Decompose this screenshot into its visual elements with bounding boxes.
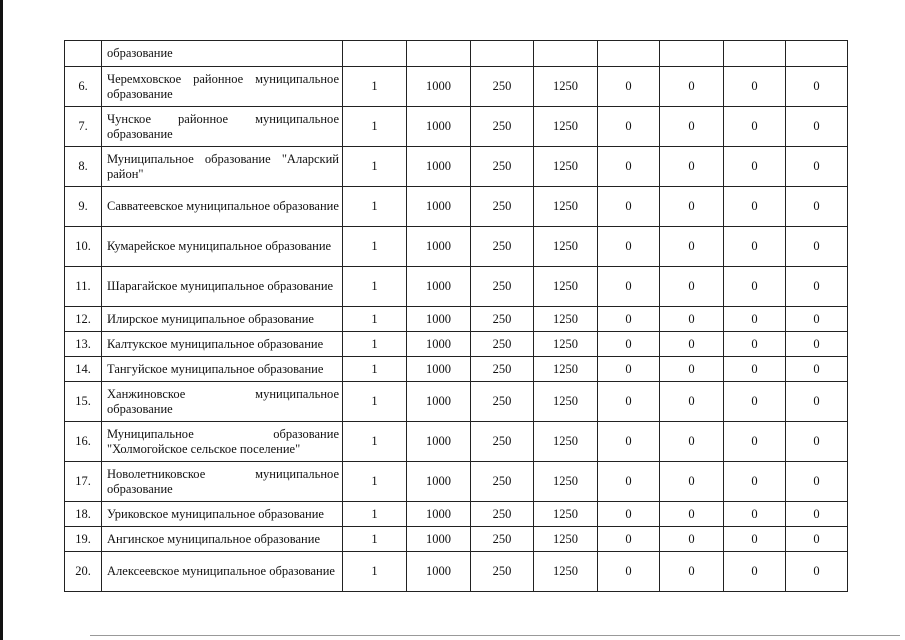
cell-value: 1000 <box>407 307 471 332</box>
cell-value: 0 <box>724 227 786 267</box>
cell-value: 250 <box>471 107 534 147</box>
cell-value: 1000 <box>407 187 471 227</box>
cell-value: 1250 <box>534 462 598 502</box>
cell-value: 0 <box>598 227 660 267</box>
cell-value: 1000 <box>407 527 471 552</box>
cell-num: 19. <box>65 527 102 552</box>
cell-value: 0 <box>724 422 786 462</box>
cell-value: 1250 <box>534 422 598 462</box>
cell-value: 0 <box>786 382 848 422</box>
cell-value: 250 <box>471 527 534 552</box>
cell-value: 0 <box>724 67 786 107</box>
cell-value <box>786 41 848 67</box>
cell-value: 1250 <box>534 307 598 332</box>
table-row <box>65 147 848 187</box>
cell-num: 13. <box>65 332 102 357</box>
cell-value: 0 <box>786 67 848 107</box>
cell-value: 250 <box>471 307 534 332</box>
cell-value: 1 <box>343 227 407 267</box>
cell-value: 250 <box>471 422 534 462</box>
cell-num: 20. <box>65 552 102 592</box>
cell-value: 1000 <box>407 552 471 592</box>
cell-name: Чунское районное муниципальное образование <box>102 107 343 147</box>
cell-value: 0 <box>786 357 848 382</box>
cell-name: Муниципальное образование "Аларский район" <box>102 147 343 187</box>
cell-value: 1250 <box>534 267 598 307</box>
cell-value: 1250 <box>534 147 598 187</box>
table-row <box>65 187 848 227</box>
cell-num: 14. <box>65 357 102 382</box>
cell-value: 0 <box>598 382 660 422</box>
cell-value: 0 <box>786 107 848 147</box>
cell-value: 0 <box>660 527 724 552</box>
cell-value: 0 <box>660 187 724 227</box>
cell-value: 0 <box>660 552 724 592</box>
cell-num: 8. <box>65 147 102 187</box>
cell-value: 0 <box>786 332 848 357</box>
cell-value: 250 <box>471 382 534 422</box>
cell-value: 1 <box>343 307 407 332</box>
cell-value: 0 <box>724 187 786 227</box>
cell-value: 1250 <box>534 332 598 357</box>
cell-value: 1250 <box>534 227 598 267</box>
cell-value: 1 <box>343 422 407 462</box>
cell-value: 1000 <box>407 502 471 527</box>
cell-name: Ханжиновское муниципальное образование <box>102 382 343 422</box>
cell-value: 1250 <box>534 382 598 422</box>
cell-value: 0 <box>786 187 848 227</box>
cell-value: 0 <box>598 357 660 382</box>
table-row <box>65 382 848 422</box>
cell-value: 1250 <box>534 357 598 382</box>
cell-name: Шарагайское муниципальное образование <box>102 267 343 307</box>
cell-num: 10. <box>65 227 102 267</box>
scan-left-edge <box>0 0 3 640</box>
cell-value: 0 <box>724 357 786 382</box>
scan-bottom-line <box>90 635 900 636</box>
cell-name: Уриковское муниципальное образование <box>102 502 343 527</box>
cell-name: Тангуйское муниципальное образование <box>102 357 343 382</box>
cell-value: 0 <box>724 307 786 332</box>
cell-name: Черемховское районное муниципальное образование <box>102 67 343 107</box>
cell-num: 18. <box>65 502 102 527</box>
cell-value: 0 <box>786 552 848 592</box>
cell-value: 1000 <box>407 422 471 462</box>
cell-name: Новолетниковское муниципальное образование <box>102 462 343 502</box>
cell-value: 1 <box>343 67 407 107</box>
cell-value: 1000 <box>407 332 471 357</box>
cell-value: 1250 <box>534 187 598 227</box>
cell-value: 0 <box>660 267 724 307</box>
cell-value: 0 <box>598 422 660 462</box>
cell-value: 0 <box>724 267 786 307</box>
cell-value: 250 <box>471 267 534 307</box>
cell-value <box>407 41 471 67</box>
cell-value: 1000 <box>407 147 471 187</box>
cell-value: 0 <box>724 552 786 592</box>
cell-value: 1 <box>343 382 407 422</box>
table-row <box>65 357 848 382</box>
cell-value: 1 <box>343 332 407 357</box>
cell-value: 0 <box>660 502 724 527</box>
table-row <box>65 332 848 357</box>
cell-value: 1 <box>343 527 407 552</box>
cell-value: 0 <box>724 382 786 422</box>
cell-value: 1 <box>343 187 407 227</box>
cell-value: 0 <box>598 552 660 592</box>
cell-value: 1 <box>343 552 407 592</box>
municipal-table <box>64 40 848 592</box>
cell-value: 1 <box>343 107 407 147</box>
cell-value: 0 <box>786 527 848 552</box>
cell-value: 0 <box>598 267 660 307</box>
table-row-continuation <box>65 41 848 67</box>
cell-value: 1250 <box>534 67 598 107</box>
cell-value: 1 <box>343 267 407 307</box>
cell-num: 6. <box>65 67 102 107</box>
cell-value: 0 <box>724 502 786 527</box>
cell-name: Савватеевское муниципальное образование <box>102 187 343 227</box>
cell-value: 0 <box>786 307 848 332</box>
table-row <box>65 307 848 332</box>
cell-value: 0 <box>598 527 660 552</box>
cell-value: 0 <box>598 67 660 107</box>
cell-value: 0 <box>724 527 786 552</box>
cell-value: 0 <box>660 107 724 147</box>
cell-value <box>471 41 534 67</box>
table-row <box>65 552 848 592</box>
cell-num: 16. <box>65 422 102 462</box>
cell-value: 0 <box>786 267 848 307</box>
cell-value: 0 <box>660 67 724 107</box>
cell-num: 11. <box>65 267 102 307</box>
table-row <box>65 502 848 527</box>
cell-value: 1250 <box>534 502 598 527</box>
cell-value: 0 <box>598 147 660 187</box>
cell-value: 0 <box>660 227 724 267</box>
cell-value: 1000 <box>407 462 471 502</box>
cell-value: 1000 <box>407 382 471 422</box>
cell-value: 0 <box>598 502 660 527</box>
table-row <box>65 422 848 462</box>
table-row <box>65 107 848 147</box>
cell-value: 0 <box>724 462 786 502</box>
cell-value: 250 <box>471 357 534 382</box>
cell-name: Илирское муниципальное образование <box>102 307 343 332</box>
cell-value: 0 <box>786 227 848 267</box>
cell-value: 1 <box>343 502 407 527</box>
cell-value: 250 <box>471 227 534 267</box>
table-row <box>65 527 848 552</box>
cell-value: 0 <box>598 462 660 502</box>
cell-value: 0 <box>786 502 848 527</box>
cell-value <box>534 41 598 67</box>
cell-value: 1250 <box>534 552 598 592</box>
cell-value: 0 <box>598 187 660 227</box>
cell-value: 250 <box>471 147 534 187</box>
cell-num: 7. <box>65 107 102 147</box>
cell-value: 0 <box>660 147 724 187</box>
cell-num <box>65 41 102 67</box>
cell-num: 9. <box>65 187 102 227</box>
cell-value: 1 <box>343 357 407 382</box>
cell-value: 0 <box>724 147 786 187</box>
cell-value: 0 <box>598 332 660 357</box>
cell-value: 1 <box>343 462 407 502</box>
cell-value <box>343 41 407 67</box>
cell-value: 0 <box>598 107 660 147</box>
cell-name: Муниципальное образование "Холмогойское сельское поселение" <box>102 422 343 462</box>
cell-value: 0 <box>598 307 660 332</box>
cell-value: 250 <box>471 502 534 527</box>
cell-value: 0 <box>786 147 848 187</box>
cell-value: 1000 <box>407 357 471 382</box>
cell-value: 0 <box>660 422 724 462</box>
cell-name: Алексеевское муниципальное образование <box>102 552 343 592</box>
cell-value: 0 <box>724 332 786 357</box>
cell-value: 250 <box>471 67 534 107</box>
table-row <box>65 227 848 267</box>
cell-num: 12. <box>65 307 102 332</box>
table-row <box>65 462 848 502</box>
cell-name: Калтукское муниципальное образование <box>102 332 343 357</box>
cell-value: 0 <box>724 107 786 147</box>
cell-num: 15. <box>65 382 102 422</box>
cell-name: Ангинское муниципальное образование <box>102 527 343 552</box>
cell-name: Кумарейское муниципальное образование <box>102 227 343 267</box>
cell-value: 250 <box>471 187 534 227</box>
table-row <box>65 267 848 307</box>
table-row <box>65 67 848 107</box>
cell-value: 0 <box>660 462 724 502</box>
cell-value: 0 <box>660 357 724 382</box>
cell-value: 250 <box>471 462 534 502</box>
cell-value: 0 <box>660 307 724 332</box>
cell-value: 0 <box>786 422 848 462</box>
cell-value: 250 <box>471 332 534 357</box>
cell-value: 1000 <box>407 107 471 147</box>
cell-value: 0 <box>660 332 724 357</box>
cell-value <box>660 41 724 67</box>
cell-value: 250 <box>471 552 534 592</box>
table-body <box>65 41 848 592</box>
cell-value: 0 <box>786 462 848 502</box>
cell-value: 1250 <box>534 107 598 147</box>
cell-value: 1000 <box>407 67 471 107</box>
cell-value: 1250 <box>534 527 598 552</box>
cell-value: 1000 <box>407 267 471 307</box>
cell-value: 1 <box>343 147 407 187</box>
cell-name: образование <box>102 41 343 67</box>
cell-value <box>724 41 786 67</box>
cell-value <box>598 41 660 67</box>
cell-value: 1000 <box>407 227 471 267</box>
cell-value: 0 <box>660 382 724 422</box>
cell-num: 17. <box>65 462 102 502</box>
